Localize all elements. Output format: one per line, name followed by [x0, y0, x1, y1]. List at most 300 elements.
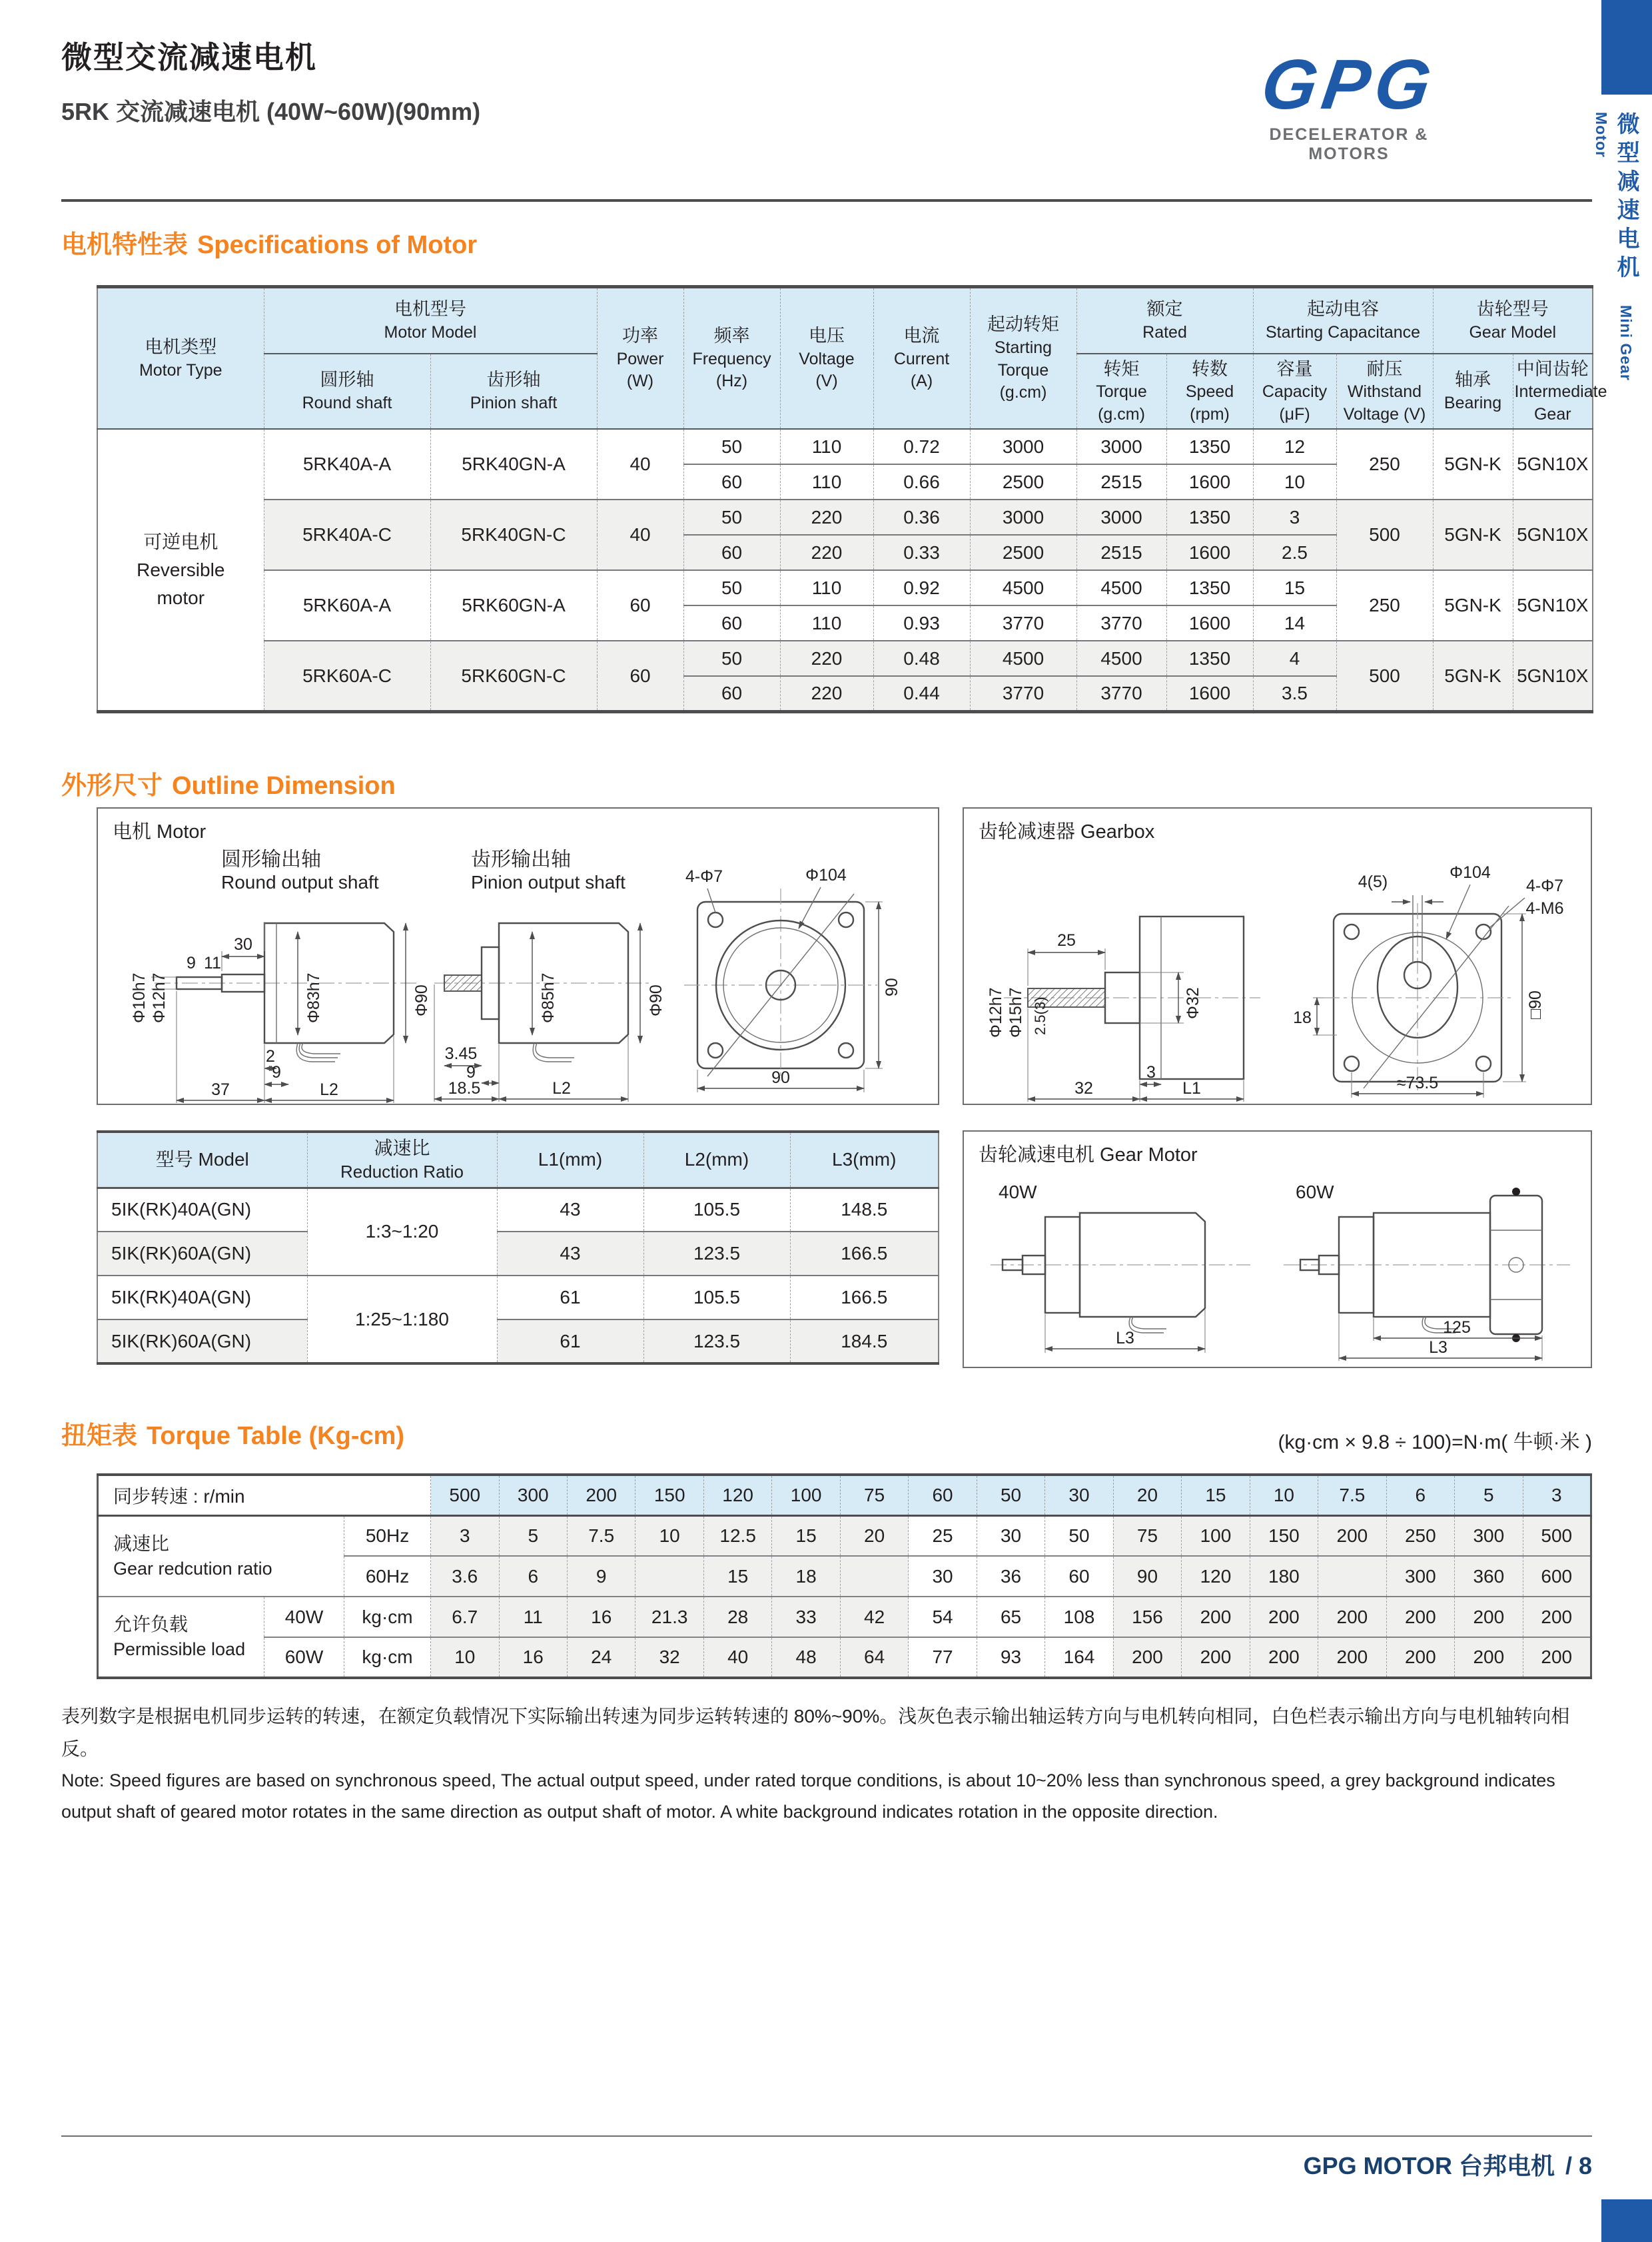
dim-reduction-ratio: 1:3~1:20 — [307, 1188, 497, 1276]
dim-l2: 105.5 — [643, 1188, 790, 1232]
spec-curr: 0.36 — [873, 500, 970, 535]
spec-round-model: 5RK40A-A — [264, 429, 430, 500]
sync-speed-value: 100 — [772, 1475, 840, 1515]
svg-text:11: 11 — [204, 954, 221, 972]
svg-text:≈73.5: ≈73.5 — [1396, 1074, 1439, 1092]
motor-type-line: 可逆电机 — [143, 531, 218, 552]
svg-text:Φ104: Φ104 — [1449, 863, 1491, 882]
torque-value-40w: 33 — [772, 1597, 840, 1637]
ratio-value-60hz: 90 — [1113, 1556, 1181, 1597]
spec-cap: 2.5 — [1253, 535, 1336, 570]
torque-value-40w: 54 — [909, 1597, 977, 1637]
sync-speed-value: 50 — [977, 1475, 1044, 1515]
ratio-value-50hz: 100 — [1182, 1515, 1250, 1556]
torque-value-60w: 200 — [1386, 1637, 1454, 1678]
torque-value-40w: 200 — [1523, 1597, 1591, 1637]
ratio-value-60hz: 360 — [1455, 1556, 1523, 1597]
torque-value-60w: 200 — [1318, 1637, 1386, 1678]
spec-withstand: 500 — [1336, 641, 1433, 711]
spec-speed: 1600 — [1166, 535, 1253, 570]
ratio-value-50hz: 5 — [499, 1515, 567, 1556]
svg-text:18: 18 — [1293, 1008, 1312, 1027]
spec-pinion-model: 5RK60GN-A — [430, 570, 597, 641]
svg-text:9: 9 — [187, 954, 196, 972]
motor-box-label: 电机 Motor — [113, 821, 206, 843]
pinion-shaft-title-en: Pinion output shaft — [471, 872, 625, 893]
torque-value-40w: 200 — [1182, 1597, 1250, 1637]
spec-pinion-model: 5RK60GN-C — [430, 641, 597, 711]
spec-bearing: 5GN-K — [1433, 641, 1513, 711]
ratio-value-60hz: 180 — [1250, 1556, 1318, 1597]
spec-speed: 1350 — [1166, 500, 1253, 535]
footer-page-number: / 8 — [1565, 2152, 1592, 2179]
header-divider — [61, 199, 1592, 202]
spec-section-title — [61, 224, 477, 260]
spec-pinion-model: 5RK40GN-A — [430, 429, 597, 500]
col-power: 功率 Power (W) — [597, 287, 683, 430]
spec-freq: 50 — [683, 570, 780, 605]
spec-volt: 110 — [780, 570, 873, 605]
spec-torque: 3770 — [1076, 605, 1166, 641]
ratio-value-50hz: 150 — [1250, 1515, 1318, 1556]
svg-text:Φ90: Φ90 — [412, 984, 431, 1016]
spec-bearing: 5GN-K — [1433, 429, 1513, 500]
ratio-value-60hz — [635, 1556, 703, 1597]
dim-model: 5IK(RK)40A(GN) — [97, 1276, 307, 1319]
spec-intermediate-gear: 5GN10X — [1513, 641, 1593, 711]
torque-conversion-formula: (kg·cm × 9.8 ÷ 100)=N·m( 牛顿·米 ) — [1278, 1431, 1592, 1453]
sync-speed-value: 20 — [1113, 1475, 1181, 1515]
col-withstand: 耐压 Withstand Voltage (V) — [1336, 354, 1433, 430]
torque-value-60w: 40 — [703, 1637, 771, 1678]
outline-title-en: Outline Dimension — [172, 772, 396, 800]
col-rated-torque: 转矩 Torque (g.cm) — [1076, 354, 1166, 430]
dim-l3: 166.5 — [790, 1276, 939, 1319]
sync-speed-value: 3 — [1523, 1475, 1591, 1515]
gear-ratio-label — [98, 1515, 344, 1597]
svg-text:37: 37 — [211, 1080, 230, 1099]
dim-model: 5IK(RK)60A(GN) — [97, 1319, 307, 1363]
spec-speed: 1350 — [1166, 570, 1253, 605]
sync-speed-value: 200 — [567, 1475, 635, 1515]
spec-pinion-model: 5RK40GN-C — [430, 500, 597, 570]
col-rated: 额定 Rated — [1076, 287, 1253, 354]
spec-curr: 0.93 — [873, 605, 970, 641]
spec-speed: 1350 — [1166, 429, 1253, 464]
torque-value-60w: 16 — [499, 1637, 567, 1678]
torque-value-60w: 10 — [431, 1637, 499, 1678]
spec-power: 60 — [597, 641, 683, 711]
gearmotor-60w-label: 60W — [1296, 1182, 1334, 1202]
round-shaft-title-en: Round output shaft — [221, 872, 379, 893]
note-en: Note: Speed figures are based on synchronous speed, The actual output speed, under rated torque conditions, is about 10~20% less than synchronous speed, a grey background indicates output shaft of geared motor rotates in the same direction as output shaft of motor. A white background indicates rotation in the opposite direction. — [61, 1770, 1555, 1822]
svg-text:18.5: 18.5 — [448, 1079, 481, 1098]
watt-row-label: 40W — [264, 1597, 344, 1637]
spec-freq: 50 — [683, 429, 780, 464]
torque-value-40w: 42 — [840, 1597, 908, 1637]
spec-freq: 60 — [683, 535, 780, 570]
sidebar-label-en: Mini Gear Motor — [1593, 112, 1635, 382]
torque-notes — [61, 1700, 1593, 1828]
spec-power: 40 — [597, 500, 683, 570]
svg-text:L2: L2 — [320, 1080, 338, 1099]
page-footer — [61, 2147, 1592, 2181]
torque-value-60w: 64 — [840, 1637, 908, 1678]
gearmotor-outline-drawing — [964, 1132, 1591, 1367]
dimension-table — [97, 1130, 939, 1365]
ratio-value-60hz: 600 — [1523, 1556, 1591, 1597]
spec-cap: 15 — [1253, 570, 1336, 605]
spec-volt: 110 — [780, 464, 873, 500]
gear-ratio-label-line: 减速比 — [113, 1533, 170, 1555]
sync-speed-value: 300 — [499, 1475, 567, 1515]
hz-row-label: 50Hz — [344, 1515, 431, 1556]
spec-title-en: Specifications of Motor — [197, 231, 478, 259]
outline-title-cn: 外形尺寸 — [61, 772, 163, 800]
spec-volt: 110 — [780, 605, 873, 641]
svg-text:L2: L2 — [552, 1079, 571, 1098]
unit-label: kg·cm — [344, 1637, 431, 1678]
gearmotor-60w-view — [1284, 1188, 1570, 1361]
spec-torque: 3770 — [1076, 676, 1166, 711]
spec-cap: 10 — [1253, 464, 1336, 500]
round-shaft-title-cn: 圆形输出轴 — [221, 849, 321, 871]
ratio-value-60hz: 6 — [499, 1556, 567, 1597]
torque-value-40w: 108 — [1045, 1597, 1113, 1637]
outline-section-title — [61, 765, 396, 801]
spec-power: 40 — [597, 429, 683, 500]
permissible-load-label — [98, 1597, 264, 1678]
ratio-value-50hz: 12.5 — [703, 1515, 771, 1556]
sync-speed-value: 7.5 — [1318, 1475, 1386, 1515]
ratio-value-60hz: 3.6 — [431, 1556, 499, 1597]
spec-volt: 110 — [780, 429, 873, 464]
svg-text:90: 90 — [883, 978, 901, 996]
spec-round-model: 5RK40A-C — [264, 500, 430, 570]
sync-speed-value: 500 — [431, 1475, 499, 1515]
page-title: 微型交流减速电机 — [61, 40, 317, 75]
spec-curr: 0.33 — [873, 535, 970, 570]
watt-row-label: 60W — [264, 1637, 344, 1678]
torque-value-60w: 48 — [772, 1637, 840, 1678]
spec-speed: 1350 — [1166, 641, 1253, 676]
torque-value-40w: 21.3 — [635, 1597, 703, 1637]
col-round-shaft: 圆形轴 Round shaft — [264, 354, 430, 430]
ratio-value-50hz: 300 — [1455, 1515, 1523, 1556]
spec-start_torque: 3770 — [970, 676, 1076, 711]
svg-text:90: 90 — [771, 1068, 790, 1087]
svg-text:3: 3 — [1146, 1063, 1156, 1082]
svg-text:30: 30 — [234, 935, 252, 954]
sync-speed-value: 15 — [1182, 1475, 1250, 1515]
sidebar-bottom-block — [1601, 2199, 1652, 2242]
svg-text:Φ12h7: Φ12h7 — [150, 972, 169, 1023]
ratio-value-50hz: 20 — [840, 1515, 908, 1556]
torque-value-40w: 65 — [977, 1597, 1044, 1637]
sync-speed-value: 150 — [635, 1475, 703, 1515]
spec-withstand: 500 — [1336, 500, 1433, 570]
torque-value-60w: 200 — [1182, 1637, 1250, 1678]
ratio-value-60hz: 9 — [567, 1556, 635, 1597]
col-l1: L1(mm) — [497, 1132, 643, 1188]
hz-row-label: 60Hz — [344, 1556, 431, 1597]
sync-speed-value: 30 — [1045, 1475, 1113, 1515]
ratio-value-50hz: 75 — [1113, 1515, 1181, 1556]
gearmotor-outline-box — [963, 1130, 1592, 1368]
spec-title-cn: 电机特性表 — [61, 231, 189, 259]
ratio-value-50hz: 500 — [1523, 1515, 1591, 1556]
svg-text:Φ15h7: Φ15h7 — [1007, 987, 1025, 1038]
svg-text:Φ10h7: Φ10h7 — [130, 972, 149, 1023]
svg-text:2.5(3): 2.5(3) — [1032, 996, 1048, 1035]
dim-reduction-ratio: 1:25~1:180 — [307, 1276, 497, 1363]
spec-curr: 0.48 — [873, 641, 970, 676]
dim-l1: 61 — [497, 1276, 643, 1319]
torque-value-60w: 93 — [977, 1637, 1044, 1678]
spec-start_torque: 3000 — [970, 500, 1076, 535]
svg-text:Φ85h7: Φ85h7 — [539, 972, 558, 1023]
spec-withstand: 250 — [1336, 429, 1433, 500]
spec-withstand: 250 — [1336, 570, 1433, 641]
spec-start_torque: 3000 — [970, 429, 1076, 464]
torque-value-60w: 24 — [567, 1637, 635, 1678]
sidebar-vertical-label — [1593, 112, 1652, 432]
ratio-value-50hz: 50 — [1045, 1515, 1113, 1556]
pinion-shaft-side-view — [434, 923, 665, 1102]
spec-cap: 4 — [1253, 641, 1336, 676]
torque-value-40w: 156 — [1113, 1597, 1181, 1637]
spec-curr: 0.66 — [873, 464, 970, 500]
sidebar-label-cn: 微型减速电机 — [1613, 112, 1639, 284]
spec-volt: 220 — [780, 535, 873, 570]
svg-text:L1: L1 — [1182, 1079, 1201, 1098]
ratio-value-60hz: 300 — [1386, 1556, 1454, 1597]
spec-torque: 4500 — [1076, 641, 1166, 676]
sync-speed-label: 同步转速 : r/min — [98, 1475, 431, 1515]
spec-cap: 3.5 — [1253, 676, 1336, 711]
ratio-value-60hz: 15 — [703, 1556, 771, 1597]
spec-power: 60 — [597, 570, 683, 641]
brand-logo — [1229, 45, 1469, 164]
sync-speed-value: 120 — [703, 1475, 771, 1515]
dim-l2: 123.5 — [643, 1232, 790, 1276]
torque-value-60w: 200 — [1113, 1637, 1181, 1678]
spec-intermediate-gear: 5GN10X — [1513, 429, 1593, 500]
round-shaft-side-view — [130, 922, 431, 1103]
spec-bearing: 5GN-K — [1433, 570, 1513, 641]
spec-freq: 60 — [683, 464, 780, 500]
svg-text:4-M6: 4-M6 — [1525, 899, 1564, 918]
ratio-value-60hz — [1318, 1556, 1386, 1597]
gearbox-front-view — [1293, 863, 1563, 1098]
gearbox-outline-box — [963, 807, 1592, 1105]
col-l2: L2(mm) — [643, 1132, 790, 1188]
torque-title-cn: 扭矩表 — [61, 1422, 138, 1450]
col-starting-torque: 起动转矩 Starting Torque (g.cm) — [970, 287, 1076, 430]
spec-start_torque: 4500 — [970, 570, 1076, 605]
svg-text:9: 9 — [466, 1063, 476, 1082]
svg-text:Φ90: Φ90 — [647, 984, 665, 1016]
torque-value-40w: 16 — [567, 1597, 635, 1637]
spec-intermediate-gear: 5GN10X — [1513, 500, 1593, 570]
dim-l1: 43 — [497, 1232, 643, 1276]
gear-ratio-label-line: Gear redcution ratio — [113, 1558, 272, 1579]
spec-table — [97, 285, 1607, 713]
svg-text:9: 9 — [272, 1063, 281, 1082]
motor-type-line: Reversible — [137, 559, 225, 580]
svg-text:Φ104: Φ104 — [805, 866, 847, 885]
sync-speed-value: 6 — [1386, 1475, 1454, 1515]
svg-text:4(5): 4(5) — [1358, 873, 1388, 891]
svg-text:25: 25 — [1057, 931, 1076, 950]
torque-section-title — [61, 1415, 404, 1451]
torque-value-40w: 200 — [1386, 1597, 1454, 1637]
brand-logo-tagline: DECELERATOR & MOTORS — [1269, 125, 1429, 163]
svg-text:125: 125 — [1443, 1318, 1471, 1337]
spec-freq: 60 — [683, 605, 780, 641]
spec-start_torque: 4500 — [970, 641, 1076, 676]
spec-round-model: 5RK60A-C — [264, 641, 430, 711]
torque-title-en: Torque Table (Kg-cm) — [147, 1422, 405, 1450]
motor-type-cell — [97, 429, 264, 711]
col-capacity: 容量 Capacity (μF) — [1253, 354, 1336, 430]
spec-curr: 0.92 — [873, 570, 970, 605]
ratio-value-50hz: 30 — [977, 1515, 1044, 1556]
spec-start_torque: 2500 — [970, 535, 1076, 570]
ratio-value-60hz: 18 — [772, 1556, 840, 1597]
brand-logo-text: GPG — [1256, 45, 1442, 124]
col-rated-speed: 转数 Speed (rpm) — [1166, 354, 1253, 430]
svg-text:32: 32 — [1074, 1079, 1093, 1098]
torque-value-40w: 11 — [499, 1597, 567, 1637]
ratio-value-60hz: 120 — [1182, 1556, 1250, 1597]
torque-value-40w: 200 — [1318, 1597, 1386, 1637]
spec-volt: 220 — [780, 676, 873, 711]
dim-l3: 148.5 — [790, 1188, 939, 1232]
dim-l2: 105.5 — [643, 1276, 790, 1319]
col-model: 型号 Model — [97, 1132, 307, 1188]
svg-text:4-Φ7: 4-Φ7 — [685, 867, 723, 886]
pinion-shaft-title-cn: 齿形输出轴 — [471, 849, 571, 871]
torque-value-60w: 200 — [1250, 1637, 1318, 1678]
ratio-value-60hz — [840, 1556, 908, 1597]
col-motor-model: 电机型号 Motor Model — [264, 287, 597, 354]
col-bearing: 轴承 Bearing — [1433, 354, 1513, 430]
spec-volt: 220 — [780, 500, 873, 535]
torque-value-60w: 200 — [1455, 1637, 1523, 1678]
gearbox-box-label: 齿轮减速器 Gearbox — [979, 821, 1155, 843]
dim-l3: 166.5 — [790, 1232, 939, 1276]
motor-outline-drawing — [98, 809, 938, 1104]
torque-value-40w: 6.7 — [431, 1597, 499, 1637]
svg-text:L3: L3 — [1429, 1338, 1447, 1357]
spec-curr: 0.72 — [873, 429, 970, 464]
footer-brand: GPG MOTOR 台邦电机 — [1303, 2152, 1555, 2179]
spec-speed: 1600 — [1166, 676, 1253, 711]
spec-start_torque: 3770 — [970, 605, 1076, 641]
motor-type-line: motor — [157, 587, 205, 608]
spec-intermediate-gear: 5GN10X — [1513, 570, 1593, 641]
ratio-value-50hz: 25 — [909, 1515, 977, 1556]
motor-outline-box — [97, 807, 939, 1105]
col-starting-capacitance: 起动电容 Starting Capacitance — [1253, 287, 1433, 354]
torque-value-60w: 32 — [635, 1637, 703, 1678]
ratio-value-60hz: 30 — [909, 1556, 977, 1597]
ratio-value-60hz: 60 — [1045, 1556, 1113, 1597]
torque-value-40w: 200 — [1250, 1597, 1318, 1637]
col-frequency: 频率 Frequency (Hz) — [683, 287, 780, 430]
spec-cap: 12 — [1253, 429, 1336, 464]
dim-l1: 61 — [497, 1319, 643, 1363]
col-reduction-ratio: 减速比 Reduction Ratio — [307, 1132, 497, 1188]
ratio-value-50hz: 250 — [1386, 1515, 1454, 1556]
gearmotor-40w-view — [991, 1213, 1250, 1353]
ratio-value-50hz: 200 — [1318, 1515, 1386, 1556]
gearmotor-box-label: 齿轮减速电机 Gear Motor — [979, 1144, 1198, 1166]
torque-value-60w: 77 — [909, 1637, 977, 1678]
gearmotor-40w-label: 40W — [999, 1182, 1037, 1202]
footer-divider — [61, 2135, 1592, 2137]
svg-text:4-Φ7: 4-Φ7 — [1525, 877, 1564, 895]
ratio-value-50hz: 3 — [431, 1515, 499, 1556]
col-current: 电流 Current (A) — [873, 287, 970, 430]
spec-freq: 60 — [683, 676, 780, 711]
spec-torque: 2515 — [1076, 464, 1166, 500]
svg-text:Φ83h7: Φ83h7 — [304, 972, 323, 1023]
col-voltage: 电压 Voltage (V) — [780, 287, 873, 430]
page-subtitle: 5RK 交流减速电机 (40W~60W)(90mm) — [61, 98, 481, 125]
spec-cap: 3 — [1253, 500, 1336, 535]
ratio-value-60hz: 36 — [977, 1556, 1044, 1597]
permissible-load-label-line: 允许负载 — [113, 1614, 189, 1635]
dim-l2: 123.5 — [643, 1319, 790, 1363]
sync-speed-value: 10 — [1250, 1475, 1318, 1515]
col-gear-model: 齿轮型号 Gear Model — [1433, 287, 1593, 354]
spec-freq: 50 — [683, 641, 780, 676]
unit-label: kg·cm — [344, 1597, 431, 1637]
sync-speed-value: 60 — [909, 1475, 977, 1515]
svg-text:Φ32: Φ32 — [1184, 987, 1202, 1019]
dim-model: 5IK(RK)60A(GN) — [97, 1232, 307, 1276]
spec-speed: 1600 — [1166, 464, 1253, 500]
col-intermediate-gear: 中间齿轮 Intermediate Gear — [1513, 354, 1593, 430]
svg-text:2: 2 — [266, 1047, 275, 1066]
sync-speed-value: 5 — [1455, 1475, 1523, 1515]
col-l3: L3(mm) — [790, 1132, 939, 1188]
ratio-value-50hz: 7.5 — [567, 1515, 635, 1556]
spec-torque: 4500 — [1076, 570, 1166, 605]
col-pinion-shaft: 齿形轴 Pinion shaft — [430, 354, 597, 430]
spec-torque: 2515 — [1076, 535, 1166, 570]
spec-curr: 0.44 — [873, 676, 970, 711]
sidebar-top-block — [1601, 0, 1652, 95]
gearbox-outline-drawing — [964, 809, 1591, 1104]
spec-bearing: 5GN-K — [1433, 500, 1513, 570]
svg-text:□90: □90 — [1526, 990, 1545, 1019]
torque-value-40w: 28 — [703, 1597, 771, 1637]
spec-round-model: 5RK60A-A — [264, 570, 430, 641]
col-motor-type: 电机类型 Motor Type — [97, 287, 264, 430]
permissible-load-label-line: Permissible load — [113, 1639, 246, 1660]
svg-text:Φ12h7: Φ12h7 — [987, 987, 1005, 1038]
svg-text:3.45: 3.45 — [444, 1044, 478, 1063]
motor-front-view — [684, 866, 901, 1092]
dim-l1: 43 — [497, 1188, 643, 1232]
dim-l3: 184.5 — [790, 1319, 939, 1363]
spec-torque: 3000 — [1076, 500, 1166, 535]
spec-cap: 14 — [1253, 605, 1336, 641]
ratio-value-50hz: 10 — [635, 1515, 703, 1556]
